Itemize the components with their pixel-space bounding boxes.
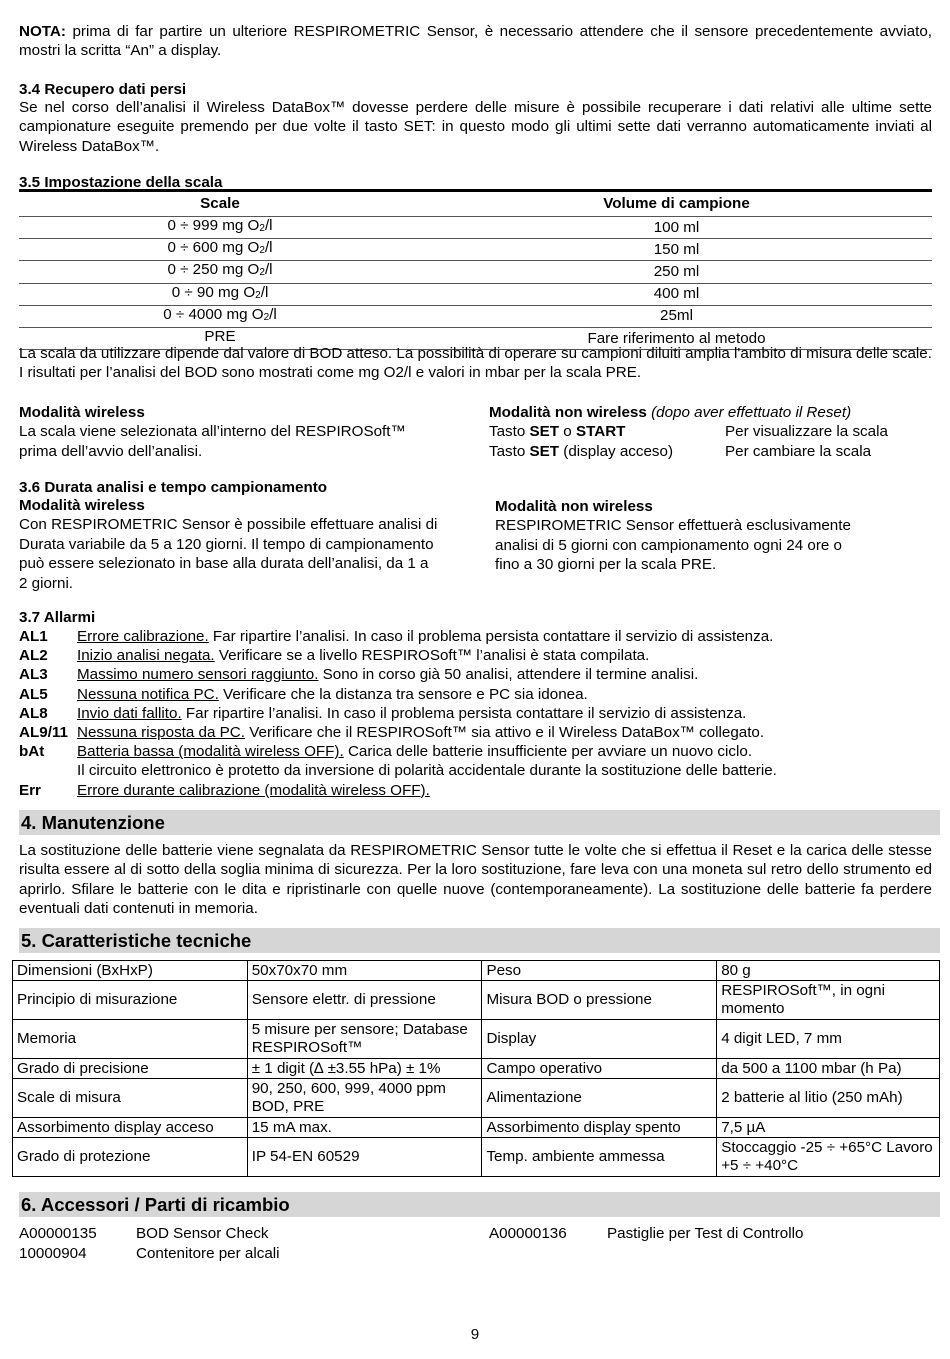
alarm-code: AL5 [19,685,48,703]
duration-wireless-column [19,496,489,593]
scale-value [19,261,421,283]
scale-value-subscript: 2 [259,223,265,234]
accessories-list [19,1224,919,1263]
scale-value [19,305,421,327]
scale-key-action: Per visualizzare la scala [725,423,888,441]
alarm-title: Invio dati fallito. [77,704,182,722]
duration-nonwireless-column [495,497,925,575]
scale-value [19,239,421,261]
alarm-title: Nessuna notifica PC. [77,685,219,703]
accessory-code: 10000904 [19,1244,87,1262]
spec-label: Grado di protezione [13,1138,248,1177]
accessory-description: Contenitore per alcali [136,1244,280,1262]
scale-value-main: 0 ÷ 4000 mg O [163,305,264,323]
spec-label: Alimentazione [482,1079,717,1118]
spec-label: Temp. ambiente ammessa [482,1138,717,1177]
duration-wireless-title: Modalità wireless [19,497,145,514]
alarm-row [19,781,932,800]
scale-table-row [19,305,932,327]
alarm-title: Batteria bassa (modalità wireless OFF). [77,743,344,761]
sample-volume: 100 ml [421,217,932,239]
alarm-description [77,627,773,646]
scale-table [19,189,932,350]
alarm-title: Errore calibrazione. [77,628,209,645]
sample-volume: Fare riferimento al metodo [421,328,932,350]
alarm-row [19,742,932,761]
accessory-description: BOD Sensor Check [136,1225,269,1242]
scale-table-row [19,261,932,283]
scale-nonwireless-column [489,403,929,461]
alarm-row [19,685,932,704]
scale-value-unit: /l [260,283,269,301]
spec-value: da 500 a 1100 mbar (h Pa) [717,1059,940,1079]
scale-header: Scale [19,191,421,217]
spec-value: 15 mA max. [247,1118,482,1138]
alarm-code: Err [19,781,41,799]
duration-nonwireless-line: fino a 30 giorni per la scala PRE. [495,556,717,574]
scale-wireless-text1: La scala viene selezionata all’interno del RESPIROSoft™ [19,423,406,441]
alarm-description [77,761,777,780]
alarm-title: Nessuna risposta da PC. [77,724,245,742]
spec-value: IP 54-EN 60529 [247,1138,482,1177]
scale-wireless-title: Modalità wireless [19,404,145,421]
alarm-row [19,665,932,684]
scale-value-unit: /l [264,239,273,257]
scale-value-main: 0 ÷ 999 mg O [167,217,260,234]
alarm-title: Massimo numero sensori raggiunto. [77,666,319,684]
alarm-title: Inizio analisi negata. [77,647,215,665]
section-3-6-title: 3.6 Durata analisi e tempo campionamento [19,479,328,496]
alarm-code: AL8 [19,704,48,722]
accessory-code [489,1244,607,1264]
alarm-detail: Verificare che il RESPIROSoft™ sia attivo e il Wireless DataBox™ collegato. [245,724,765,742]
scale-key-button: SET [529,442,560,460]
duration-wireless-line: 2 giorni. [19,574,74,592]
alarm-list [19,627,932,800]
scale-nonwireless-title: Modalità non wireless [489,404,647,421]
alarm-description [77,665,698,684]
alarm-detail: Far ripartire l’analisi. In caso il problema persista contattare il servizio di assistenza. [181,704,747,722]
section-3-7-title: 3.7 Allarmi [19,609,96,626]
alarm-description [77,646,649,665]
accessory-code: A00000136 [489,1225,567,1242]
note-label: NOTA: [19,23,66,40]
spec-label: Assorbimento display acceso [13,1118,248,1138]
alarm-row [19,627,932,646]
page-number: 9 [470,1326,480,1343]
spec-label: Dimensioni (BxHxP) [13,961,248,981]
spec-row [13,1118,940,1138]
alarm-row [19,723,932,742]
accessory-description: Pastiglie per Test di Controllo [607,1225,804,1242]
scale-key-row [489,422,929,441]
spec-value: Sensore elettr. di pressione [247,981,482,1020]
scale-value-main: 0 ÷ 250 mg O [167,261,260,279]
scale-value-subscript: 2 [259,267,265,279]
scale-value-unit: /l [264,217,273,234]
scale-value-unit: /l [269,305,277,323]
duration-wireless-line: Durata variabile da 5 a 120 giorni. Il tempo di campionamento [19,535,434,553]
scale-table-wrapper [19,189,932,350]
scale-key-mid: (display acceso) [559,442,674,460]
scale-table-row [19,239,932,261]
sample-volume: 250 ml [421,261,932,283]
section-3-5-title: 3.5 Impostazione della scala [19,174,223,191]
section-5-heading: 5. Caratteristiche tecniche [19,928,940,953]
alarm-description [77,704,746,723]
alarm-detail: Verificare che la distanza tra sensore e PC sia idonea. [218,685,588,703]
alarm-code: AL2 [19,647,48,665]
scale-key [489,442,725,461]
scale-key-mid: o [559,423,576,441]
spec-row [13,1020,940,1059]
duration-nonwireless-title: Modalità non wireless [495,498,653,515]
section-6-heading: 6. Accessori / Parti di ricambio [19,1192,940,1217]
spec-value: 90, 250, 600, 999, 4000 ppm BOD, PRE [247,1079,482,1118]
spec-value: ± 1 digit (∆ ±3.55 hPa) ± 1% [247,1059,482,1079]
alarm-code: AL9/11 [19,724,68,742]
spec-label: Memoria [13,1020,248,1059]
volume-header: Volume di campione [421,191,932,217]
spec-label: Principio di misurazione [13,981,248,1020]
scale-value-subscript: 2 [255,289,261,301]
spec-label: Assorbimento display spento [482,1118,717,1138]
alarm-description [77,742,752,761]
spec-row [13,981,940,1020]
alarm-code: AL3 [19,666,48,684]
spec-row [13,1079,940,1118]
scale-key-prefix: Tasto [489,423,530,441]
sample-volume: 400 ml [421,283,932,305]
spec-row [13,1138,940,1177]
alarm-code: bAt [19,743,45,761]
alarm-description [77,781,430,800]
alarm-detail: Verificare se a livello RESPIROSoft™ l’analisi è stata compilata. [214,647,650,665]
spec-value: RESPIROSoft™, in ogni momento [717,981,940,1020]
alarm-detail: Carica delle batterie insufficiente per avviare un nuovo ciclo. [343,743,753,761]
scale-key-button: SET [529,423,560,441]
alarm-detail: Sono in corso già 50 analisi, attendere il termine analisi. [318,666,699,684]
duration-wireless-line: Con RESPIROMETRIC Sensor è possibile effettuare analisi di [19,516,438,534]
scale-wireless-text2: prima dell’avvio dell’analisi. [19,442,203,460]
duration-wireless-line: può essere selezionato in base alla durata dell’analisi, da 1 a [19,555,429,573]
spec-label: Peso [482,961,717,981]
scale-wireless-column [19,403,459,461]
alarm-row [19,704,932,723]
scale-value-main: 0 ÷ 600 mg O [167,239,260,257]
spec-value: 4 digit LED, 7 mm [717,1020,940,1059]
spec-label: Scale di misura [13,1079,248,1118]
scale-key-row [489,442,929,461]
scale-value-main: 0 ÷ 90 mg O [171,283,256,301]
scale-key-prefix: Tasto [489,442,530,460]
scale-value-subscript: 2 [259,245,265,257]
sample-volume: 25ml [421,305,932,327]
section-3-4-text: Se nel corso dell’analisi il Wireless DataBox™ dovesse perdere delle misure è possibile recuperare i dati relativi alle ultime sette campionature eseguite premendo per due volte il tasto SET: in questo modo gli ultimi sette dati verranno automaticamente inviati al Wireless DataBox™. [19,99,932,155]
duration-nonwireless-line: analisi di 5 giorni con campionamento ogni 24 ore o [495,536,842,554]
section-4-heading: 4. Manutenzione [19,810,940,835]
accessory-code: A00000135 [19,1225,97,1242]
scale-value-subscript: 2 [263,311,270,323]
scale-value [19,217,421,239]
section-4-text: La sostituzione delle batterie viene segnalata da RESPIROMETRIC Sensor tutte le volte che si effettua il Reset e la carica delle stesse risulta essere al di sotto della soglia minima di sicurezza. Per la loro sostituzione, fare leva con una moneta sul retro dello strumento ed aprirlo. Sfilare le batterie con le dita e ripristinarle con quelle nuove (contemporaneamente). La sostituzione delle batterie fa perdere eventuali dati contenuti in memoria. [19,842,932,918]
scale-table-row [19,217,932,239]
scale-table-header [19,191,932,217]
alarm-description [77,723,764,742]
accessory-row [19,1224,919,1244]
spec-value: 7,5 µA [717,1118,940,1138]
scale-value-main: PRE [204,328,236,346]
spec-row [13,1059,940,1079]
alarm-code: AL1 [19,628,48,645]
alarm-row [19,761,932,780]
spec-value: 2 batterie al litio (250 mAh) [717,1079,940,1118]
spec-value: 80 g [717,961,940,981]
spec-value: 50x70x70 mm [247,961,482,981]
accessory-row [19,1244,919,1264]
sample-volume: 150 ml [421,239,932,261]
spec-label: Misura BOD o pressione [482,981,717,1020]
alarm-detail: Far ripartire l’analisi. In caso il problema persista contattare il servizio di assistenza. [208,628,774,645]
spec-label: Campo operativo [482,1059,717,1079]
scale-key-action: Per cambiare la scala [725,442,872,460]
spec-label: Display [482,1020,717,1059]
alarm-description [77,685,588,704]
scale-table-row [19,283,932,305]
scale-nonwireless-note: (dopo aver effettuato il Reset) [651,404,852,421]
scale-key [489,422,725,441]
scale-value [19,283,421,305]
duration-nonwireless-line: RESPIROMETRIC Sensor effettuerà esclusivamente [495,517,851,535]
note-text: prima di far partire un ulteriore RESPIROMETRIC Sensor, è necessario attendere che il sensore precedentemente avviato, mostri la scritta “An” a display. [19,23,932,60]
spec-label: Grado di precisione [13,1059,248,1079]
section-3-4-title: 3.4 Recupero dati persi [19,81,187,98]
spec-value: Stoccaggio -25 ÷ +65°C Lavoro +5 ÷ +40°C [717,1138,940,1177]
scale-key-button2: START [575,423,626,441]
tech-specs-table [12,960,940,1177]
note-paragraph [19,22,932,61]
scale-value-unit: /l [264,261,273,279]
alarm-detail: Il circuito elettronico è protetto da inversione di polarità accidentale durante la sostituzione delle batterie. [77,762,777,780]
spec-value: 5 misure per sensore; Database RESPIROSoft™ [247,1020,482,1059]
scale-explanation: La scala da utilizzare dipende dal valore di BOD atteso. La possibilità di operare su campioni diluiti amplia l'ambito di misura delle scale. I risultati per l’analisi del BOD sono mostrati come mg O2/l e valori in mbar per la scala PRE. [19,345,932,382]
alarm-code [19,761,77,780]
alarm-title: Errore durante calibrazione (modalità wireless OFF). [77,781,430,799]
alarm-row [19,646,932,665]
spec-row [13,961,940,981]
